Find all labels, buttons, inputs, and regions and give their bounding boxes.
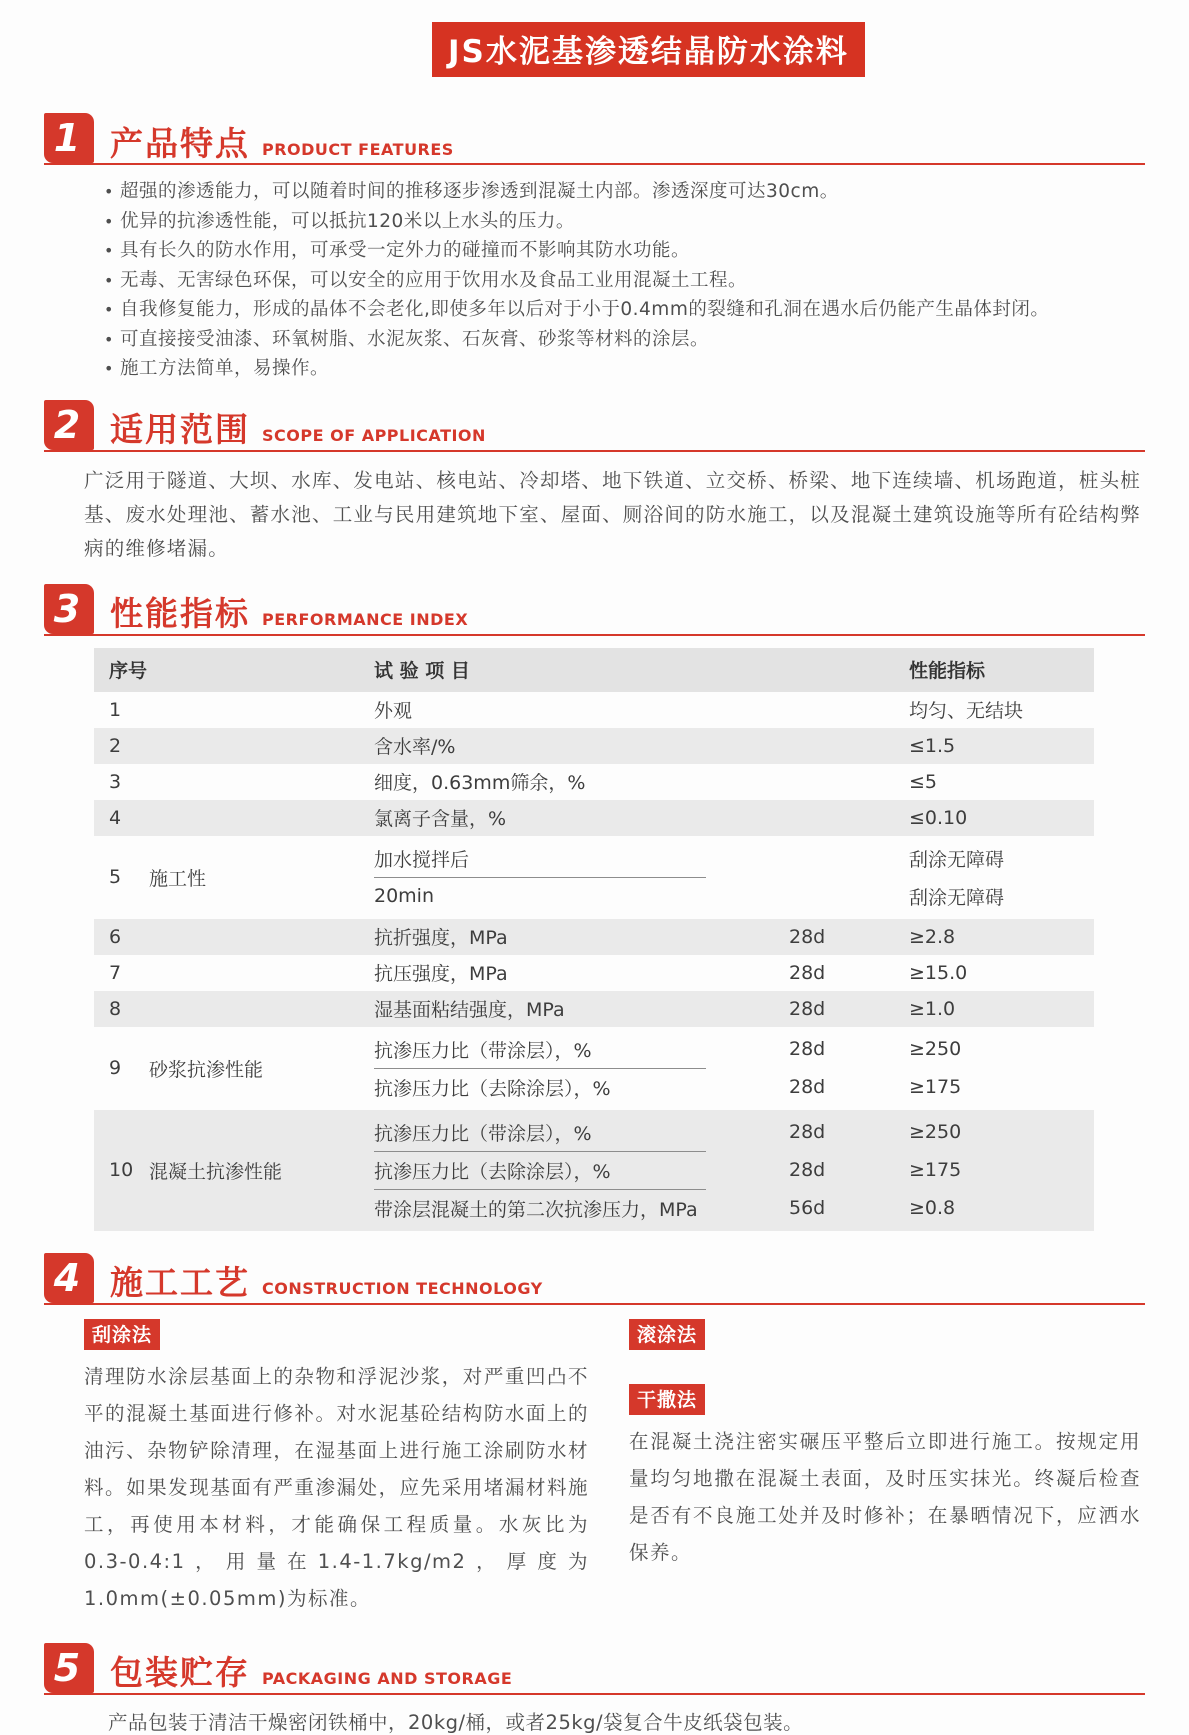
cell-age: 28d [789,1038,826,1060]
section-header-performance [44,584,1145,636]
cell-item: 抗渗压力比（去除涂层），% [374,1077,611,1100]
section-title-cn: 适用范围 [110,410,250,450]
subrow-divider [374,877,706,878]
table-subrow [374,1192,1094,1225]
feature-item: • 无毒、无害绿色环保，可以安全的应用于饮用水及食品工业用混凝土工程。 [102,266,1145,296]
feature-item: • 具有长久的防水作用，可承受一定外力的碰撞而不影响其防水功能。 [102,236,1145,266]
cell-age: 28d [789,1121,826,1143]
table-subrow [374,842,1094,875]
section-number-badge: 1 [44,113,94,163]
header-item: 试 验 项 目 [374,660,470,682]
table-row [94,692,1094,728]
cell-no: 8 [109,997,122,1020]
cell-age: 28d [789,1076,826,1098]
method-column-left [84,1319,589,1617]
section-title-en: CONSTRUCTION TECHNOLOGY [262,1279,543,1299]
cell-index: 刮涂无障碍 [909,848,1005,871]
cell-no: 9 [109,1057,122,1079]
table-header-row [94,648,1094,692]
cell-index: ≥250 [909,1038,962,1060]
subrow-divider [374,1151,706,1152]
section-title-cn: 性能指标 [110,594,250,634]
cell-subrows [374,842,1094,913]
features-list [102,177,1145,384]
feature-item: • 可直接接受油漆、环氧树脂、水泥灰浆、石灰膏、砂浆等材料的涂层。 [102,325,1145,355]
section-header-packaging [44,1643,1145,1695]
document-title: JS水泥基渗透结晶防水涂料 [432,22,865,77]
method-badge-scrape: 刮涂法 [84,1319,160,1350]
section-title-en: SCOPE OF APPLICATION [262,426,486,446]
cell-item: 抗渗压力比（去除涂层），% [374,1160,611,1183]
cell-index: ≥2.8 [909,925,956,948]
cell-no: 6 [109,925,122,948]
cell-index: ≥175 [909,1076,962,1098]
cell-age: 28d [789,925,826,948]
table-subrow [374,1033,1094,1066]
method-text-dry-scatter: 在混凝土浇注密实碾压平整后立即进行施工。按规定用量均匀地撒在混凝土表面，及时压实抹光。终凝后检查是否有不良施工处并及时修补；在暴晒情况下，应洒水保养。 [629,1429,1141,1564]
cell-subrows [374,1033,1094,1104]
cell-item: 氯离子含量，% [374,808,507,830]
cell-index: 均匀、无结块 [909,700,1024,722]
construction-methods [84,1319,1141,1617]
cell-item: 抗渗压力比（带涂层），% [374,1122,592,1145]
section-header-scope [44,400,1145,452]
table-subrow [374,880,1094,913]
feature-item: • 超强的渗透能力，可以随着时间的推移逐步渗透到混凝土内部。渗透深度可达30cm。 [102,177,1145,207]
cell-item: 抗渗压力比（带涂层），% [374,1039,592,1062]
table-row [94,919,1094,955]
header-index: 性能指标 [909,660,986,682]
cell-age: 28d [789,997,826,1020]
section-title-cn: 施工工艺 [110,1263,250,1303]
cell-index: ≥1.0 [909,997,956,1020]
cell-group: 混凝土抗渗性能 [149,1160,283,1183]
cell-subrows [374,1116,1094,1225]
cell-item: 加水搅拌后 [374,848,470,871]
cell-age: 28d [789,1159,826,1181]
section-title-en: PERFORMANCE INDEX [262,610,469,630]
section-title-group [110,1655,512,1692]
table-row [94,1027,1094,1110]
table-row [94,1110,1094,1231]
section-title-cn: 包装贮存 [110,1653,250,1693]
cell-index: 刮涂无障碍 [909,886,1005,909]
cell-index: ≥175 [909,1159,962,1181]
table-row [94,991,1094,1027]
cell-item: 细度，0.63mm筛余，% [374,772,586,794]
section-header-features [44,113,1145,165]
method-column-right [629,1319,1141,1617]
section-title-group [110,1265,543,1302]
feature-item: • 优异的抗渗透性能，可以抵抗120米以上水头的压力。 [102,207,1145,237]
cell-item: 含水率/% [374,736,456,758]
cell-index: ≥250 [909,1121,962,1143]
feature-item: • 施工方法简单，易操作。 [102,354,1145,384]
cell-index: ≤5 [909,770,938,793]
section-title-en: PACKAGING AND STORAGE [262,1669,513,1689]
performance-table [94,648,1094,1231]
cell-no: 3 [109,770,122,793]
cell-no: 1 [109,698,122,721]
cell-item: 外观 [374,700,413,722]
method-badge-roll: 滚涂法 [629,1319,705,1350]
section-title-en: PRODUCT FEATURES [262,139,454,159]
cell-index: ≤0.10 [909,806,968,829]
table-row [94,955,1094,991]
table-subrow [374,1071,1094,1104]
cell-group: 施工性 [149,867,207,890]
section-number-badge: 2 [44,400,94,450]
table-row [94,836,1094,919]
table-subrow [374,1154,1094,1187]
scope-paragraph: 广泛用于隧道、大坝、水库、发电站、核电站、冷却塔、地下铁道、立交桥、桥梁、地下连续墙、机场跑道，桩头桩基、废水处理池、蓄水池、工业与民用建筑地下室、屋面、厕浴间的防水施工，以及混凝土建筑设施等所有砼结构弊病的维修堵漏。 [84,468,1141,560]
cell-index: ≥15.0 [909,961,968,984]
cell-item: 带涂层混凝土的第二次抗渗压力，MPa [374,1198,698,1221]
section-number-badge: 4 [44,1253,94,1303]
cell-no: 2 [109,734,122,757]
section-title-group [110,412,486,449]
section-title-group [110,596,468,633]
cell-no: 7 [109,961,122,984]
feature-item: • 自我修复能力，形成的晶体不会老化,即使多年以后对于小于0.4mm的裂缝和孔洞在遇水后仍能产生晶体封闭。 [102,295,1145,325]
cell-age: 28d [789,961,826,984]
packaging-paragraph: 产品包装于清洁干燥密闭铁桶中，20kg/桶，或者25kg/袋复合牛皮纸袋包装。 [108,1710,804,1734]
cell-age: 56d [789,1197,826,1219]
cell-no: 4 [109,806,122,829]
cell-no: 5 [109,866,122,888]
cell-group: 砂浆抗渗性能 [149,1058,264,1081]
section-title-cn: 产品特点 [110,123,250,163]
method-text-scrape: 清理防水涂层基面上的杂物和浮泥沙浆，对严重凹凸不平的混凝土基面进行修补。对水泥基砼结构防水面上的油污、杂物铲除清理，在湿基面上进行施工涂刷防水材料。如果发现基面有严重渗漏处，应先采用堵漏材料施工，再使用本材料，才能确保工程质量。水灰比为0.3-0.4:1，用量在1.4-1.7kg/m2，厚度为1.0mm(±0.05mm)为标准。 [84,1364,589,1610]
table-row [94,728,1094,764]
cell-index: ≥0.8 [909,1197,956,1219]
method-badge-dry-scatter: 干撒法 [629,1384,705,1415]
cell-no: 10 [109,1159,134,1181]
cell-item: 抗压强度，MPa [374,963,508,985]
cell-index: ≤1.5 [909,734,956,757]
cell-item: 湿基面粘结强度，MPa [374,999,565,1021]
section-header-construction [44,1253,1145,1305]
table-row [94,800,1094,836]
section-title-group [110,123,454,163]
subrow-divider [374,1189,706,1190]
subrow-divider [374,1068,706,1069]
section-number-badge: 3 [44,584,94,634]
cell-item: 抗折强度，MPa [374,927,508,949]
section-number-badge: 5 [44,1643,94,1693]
table-subrow [374,1116,1094,1149]
spacer [629,1350,1141,1384]
header-no: 序号 [109,660,148,682]
cell-item: 20min [374,885,435,907]
table-row [94,764,1094,800]
